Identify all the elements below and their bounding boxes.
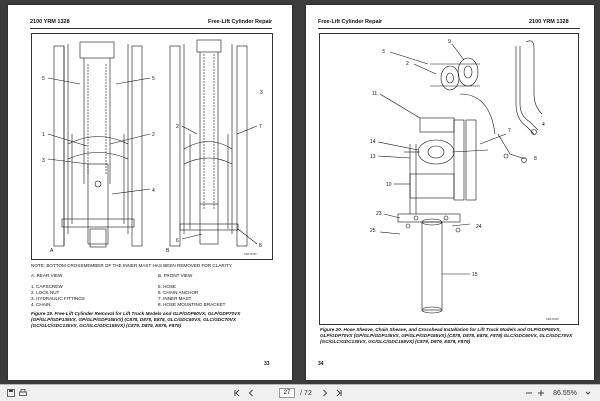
legend-item: 1. CAPSCREW <box>31 284 63 289</box>
document-page-left <box>8 5 292 380</box>
page-number-input[interactable] <box>279 388 295 398</box>
figure-20-illustration <box>320 34 578 324</box>
svg-text:3: 3 <box>382 49 385 55</box>
page-number: 33 <box>264 361 270 367</box>
viewer-toolbar <box>0 384 600 401</box>
svg-text:2: 2 <box>152 132 155 138</box>
svg-text:8: 8 <box>534 156 537 162</box>
svg-text:11: 11 <box>372 91 378 97</box>
figure-note: NOTE: BOTTOM CROSSMEMBER OF THE INNER MAST HAS BEEN REMOVED FOR CLARITY. <box>31 263 233 268</box>
figure-19-illustration <box>32 34 272 259</box>
figure-code: SM170158 <box>546 318 559 321</box>
first-page-icon[interactable] <box>232 388 242 398</box>
svg-text:3: 3 <box>260 90 263 96</box>
chevron-down-icon[interactable] <box>583 388 593 398</box>
svg-text:2: 2 <box>406 61 409 67</box>
header-rule <box>30 28 272 29</box>
legend-item: 2. LOCK NUT <box>31 290 60 295</box>
svg-text:5: 5 <box>152 76 155 82</box>
print-icon[interactable] <box>18 388 28 398</box>
figure-20-frame <box>319 33 579 325</box>
svg-text:7: 7 <box>508 128 511 134</box>
figure-code: SM170155 <box>244 253 257 256</box>
previous-page-icon[interactable] <box>246 388 256 398</box>
svg-text:15: 15 <box>472 272 478 278</box>
figure-19-caption: Figure 19. Free-Lift Cylinder Removal for Lift Truck Models and GLP/GDP60VX, GLP/GDP70VX (GP/GLP/GDP135VX, GP/GLP/GDP155VX) (C878, D878, E878, GLC/GDC60VX, GLC/GDC70VX (GC/GLC/GDC135VX, GC/GLC/GDC155VX) (C879, D879, E879, F879) <box>31 311 241 328</box>
page-number: 34 <box>318 361 324 367</box>
svg-text:A: A <box>50 248 54 254</box>
legend-item: 7. INNER MAST <box>158 296 192 301</box>
page-header-right: Free-Lift Cylinder Repair <box>208 19 273 25</box>
page-header-right: 2100 YRM 1328 <box>529 19 569 25</box>
figure-20-caption: Figure 20. Hose Sheave, Chain Sheave, and Crosshead Installation for Lift Truck Models and GLP/GDP60VX, GLP/GDP70VX (GP/GLP/GDP135VX, GP/GLP/GDP155VX) (C878, D878, E878, F878) GLC/GDC60VX, GLC/GDC70VX (GC/GLC/GDC135VX, GC/GLC/GDC155VX) (C879, D879, E879, F879) <box>320 327 573 344</box>
save-icon[interactable] <box>6 388 16 398</box>
page-header-left: Free-Lift Cylinder Repair <box>318 19 383 25</box>
svg-text:25: 25 <box>370 228 376 234</box>
view-label-a: A. REAR VIEW <box>31 273 63 278</box>
last-page-icon[interactable] <box>334 388 344 398</box>
svg-text:14: 14 <box>370 139 376 145</box>
svg-text:6: 6 <box>176 238 179 244</box>
svg-text:7: 7 <box>259 124 262 130</box>
zoom-out-icon[interactable] <box>524 388 534 398</box>
page-header-left: 2100 YRM 1328 <box>30 19 70 25</box>
legend-item: 4. CHAIN <box>31 302 51 307</box>
legend-item: 6. CHAIN ANCHOR <box>158 290 199 295</box>
svg-text:24: 24 <box>476 224 482 230</box>
svg-text:8: 8 <box>259 243 262 249</box>
header-rule <box>318 28 580 29</box>
legend-item: 5. HOSE <box>158 284 177 289</box>
svg-text:9: 9 <box>448 39 451 45</box>
svg-text:B: B <box>166 248 170 254</box>
svg-text:13: 13 <box>370 154 376 160</box>
legend-item: 3. HYDRAULIC FITTINGS <box>31 296 85 301</box>
zoom-in-icon[interactable] <box>536 388 546 398</box>
svg-text:3: 3 <box>42 158 45 164</box>
svg-text:2: 2 <box>176 124 179 130</box>
total-pages-label: / 72 <box>300 389 312 397</box>
svg-text:23: 23 <box>376 211 382 217</box>
document-page-right <box>306 5 594 380</box>
legend-item: 8. HOSE MOUNTING BRACKET <box>158 302 226 307</box>
svg-text:1: 1 <box>42 132 45 138</box>
svg-text:10: 10 <box>386 182 392 188</box>
figure-19-frame <box>31 33 273 260</box>
svg-text:4: 4 <box>152 188 155 194</box>
svg-text:4: 4 <box>542 122 545 128</box>
view-label-b: B. FRONT VIEW <box>158 273 193 278</box>
next-page-icon[interactable] <box>320 388 330 398</box>
zoom-level[interactable]: 86.55% <box>553 389 577 397</box>
svg-text:5: 5 <box>42 76 45 82</box>
